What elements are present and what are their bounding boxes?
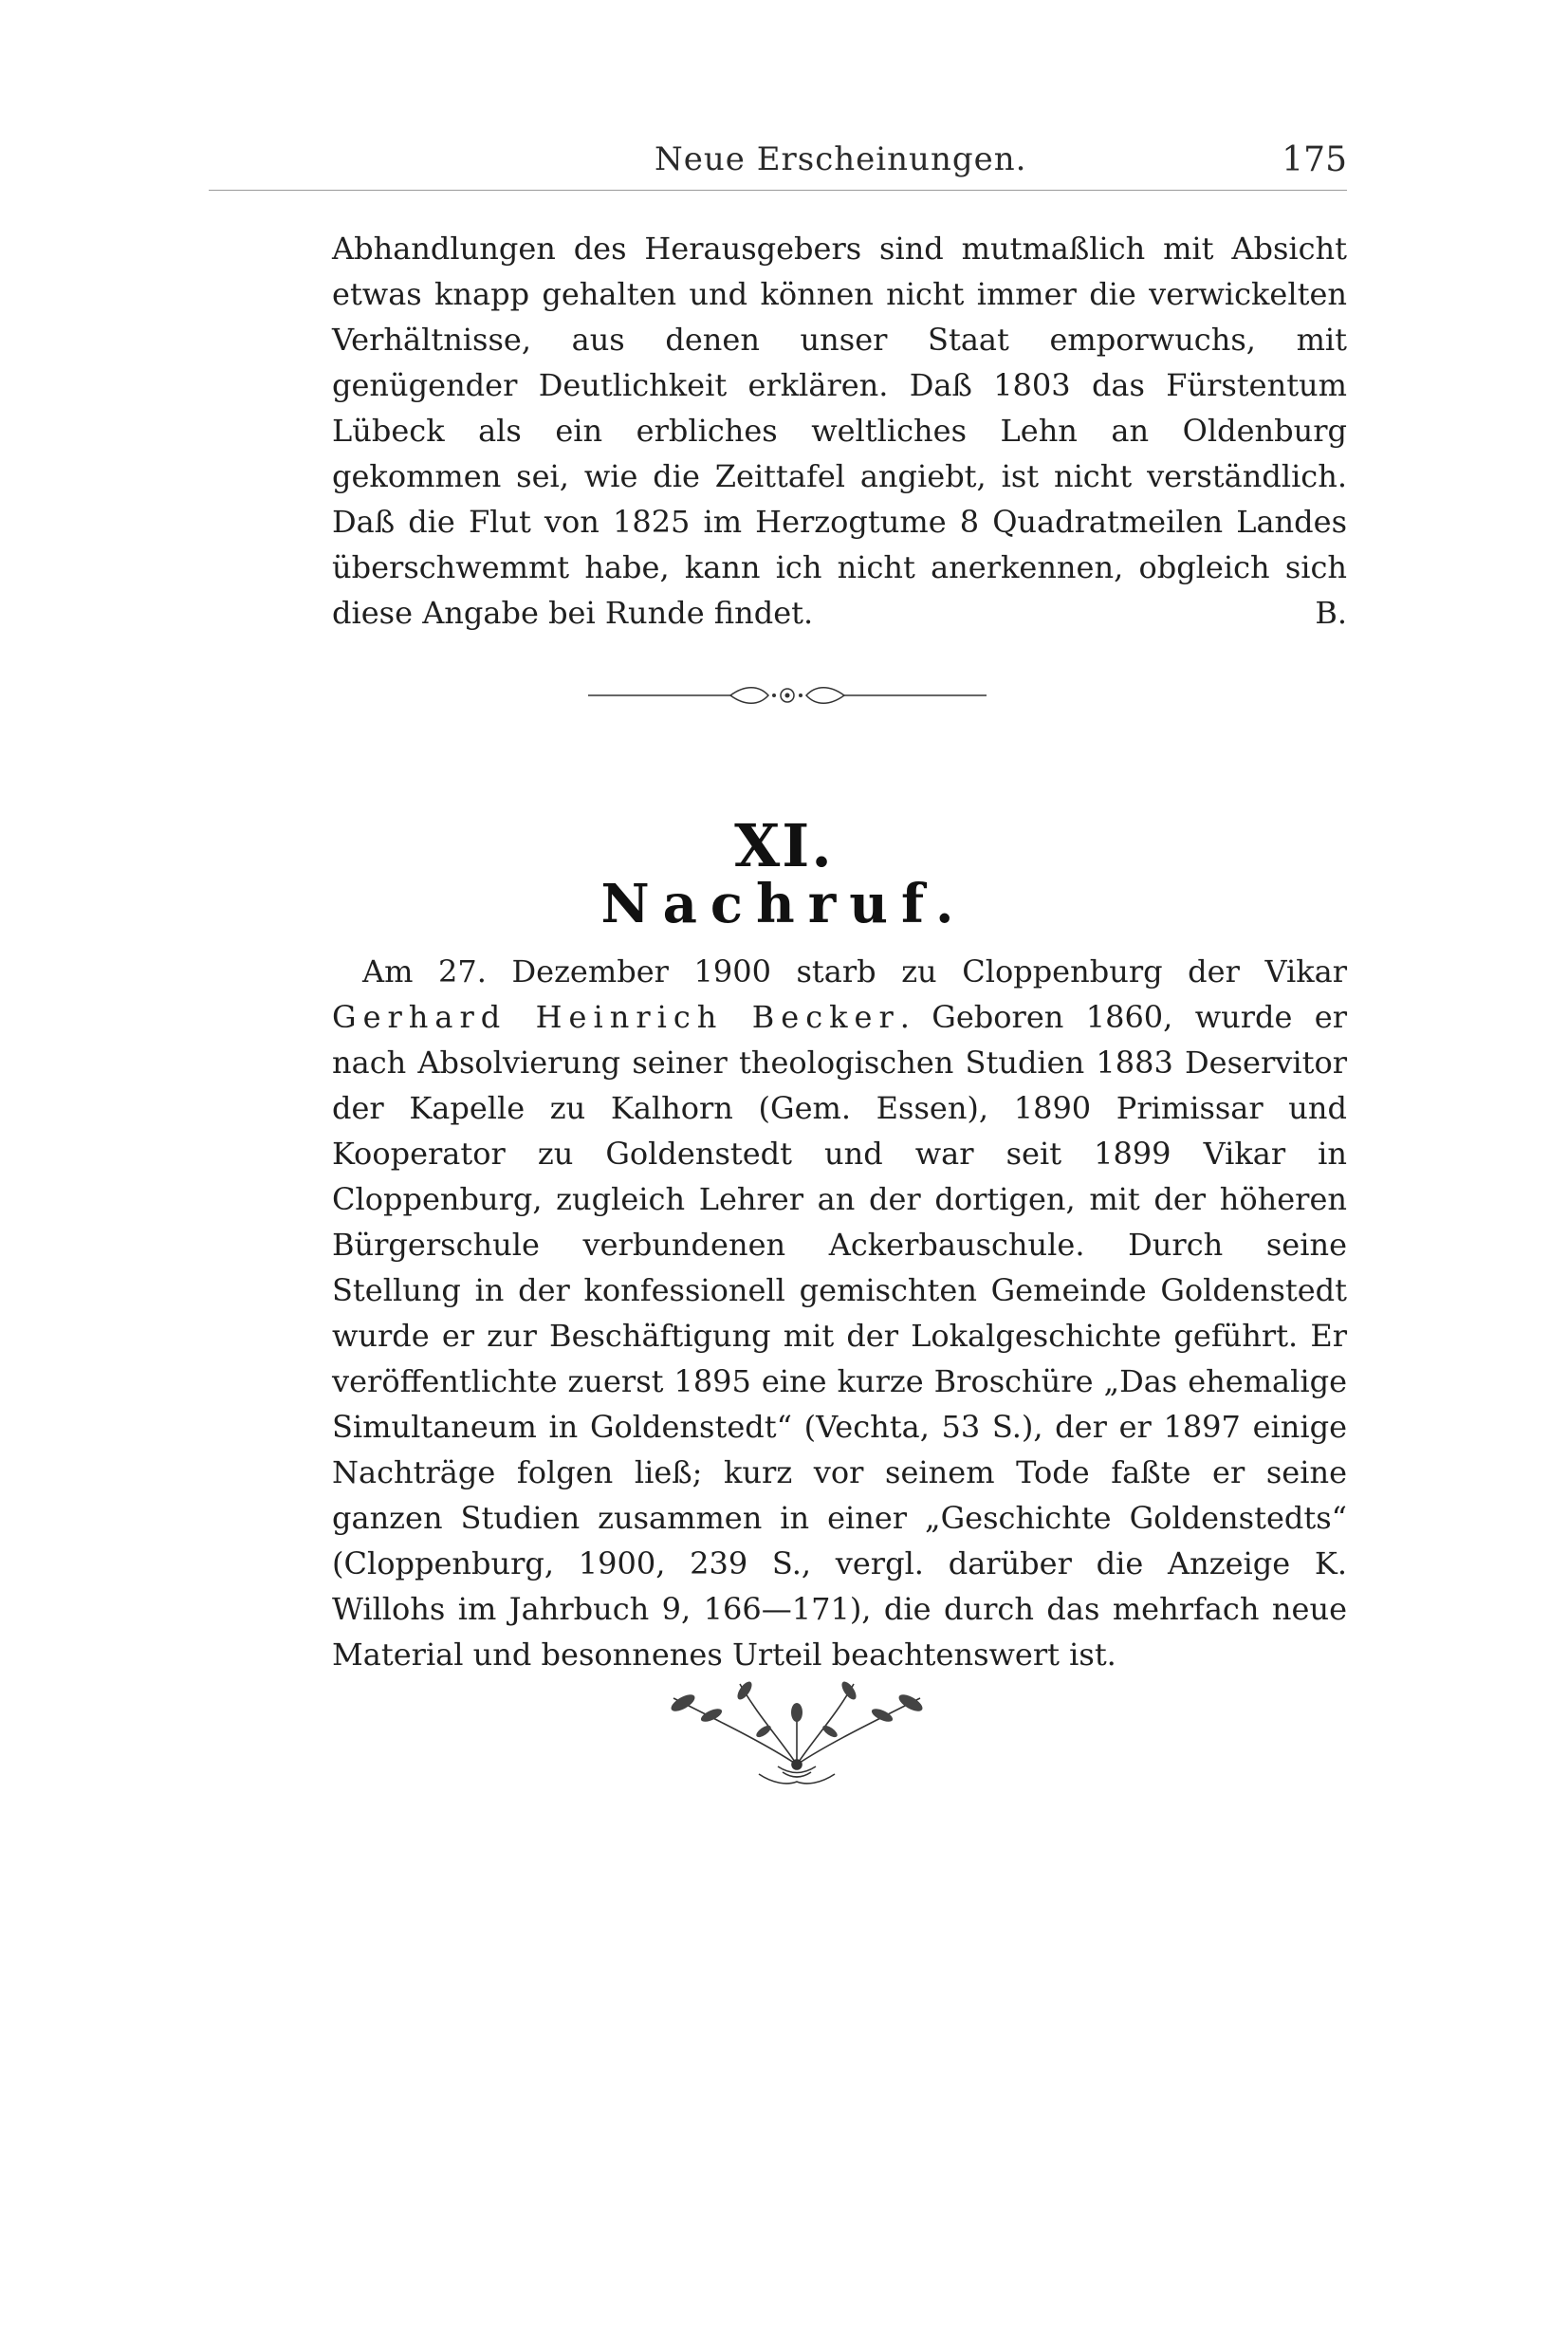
obituary-intro: Am 27. Dezember 1900 starb zu Cloppenburg der Vikar: [362, 953, 1347, 989]
running-header: [332, 140, 1347, 188]
chapter-number: XI.: [734, 811, 834, 880]
obituary-paragraph: [332, 949, 1347, 1677]
chapter-title: Nachruf.: [600, 873, 968, 935]
obituary-text: . Geboren 1860, wurde er nach Absolvierung seiner theologischen Studien 1883 Deservitor der Kapelle zu Kalhorn (Gem. Essen), 1890 Primissar und Kooperator zu Goldenstedt und war seit 1899 Vikar in Cloppenburg, zugleich Lehrer an der dortigen, mit der höheren Bürgerschule verbundenen Ackerbauschule. Durch seine Stellung in der konfessionell gemischten Gemeinde Goldenstedt wurde er zur Beschäftigung mit der Lokalgeschichte geführt. Er veröffentlichte zuerst 1895 eine kurze Broschüre „Das ehemalige Simultaneum in Goldenstedt“ (Vechta, 53 S.), der er 1897 einige Nachträge folgen ließ; kurz vor seinem Tode faßte er seine ganzen Studien zusammen in einer „Geschichte Goldenstedts“ (Cloppenburg, 1900, 239 S., vergl. darüber die Anzeige K. Willohs im Jahrbuch 9, 166—171), die durch das mehrfach neue Material und besonnenes Urteil beachtenswert ist.: [332, 999, 1347, 1673]
running-title: Neue Erscheinungen.: [655, 140, 1027, 178]
header-rule: [209, 190, 1347, 191]
ornamental-divider-icon: [588, 681, 987, 710]
person-name: Gerhard Heinrich Becker: [332, 999, 900, 1035]
author-initial: B.: [1315, 595, 1347, 631]
floral-tailpiece-icon: [645, 1660, 949, 1793]
paragraph-continuation: [332, 226, 1347, 636]
paragraph-text: Abhandlungen des Herausgebers sind mutmaßlich mit Absicht etwas knapp gehalten und können nicht immer die verwickelten Verhältnisse, aus denen unser Staat emporwuchs, mit genügender Deutlichkeit erklären. Daß 1803 das Fürstentum Lübeck als ein erbliches weltliches Lehn an Oldenburg gekommen sei, wie die Zeittafel angiebt, ist nicht verständlich. Daß die Flut von 1825 im Herzogtume 8 Quadratmeilen Landes überschwemmt habe, kann ich nicht anerkennen, obgleich sich diese Angabe bei Runde findet.: [332, 231, 1347, 631]
page-number: 175: [1282, 140, 1347, 179]
